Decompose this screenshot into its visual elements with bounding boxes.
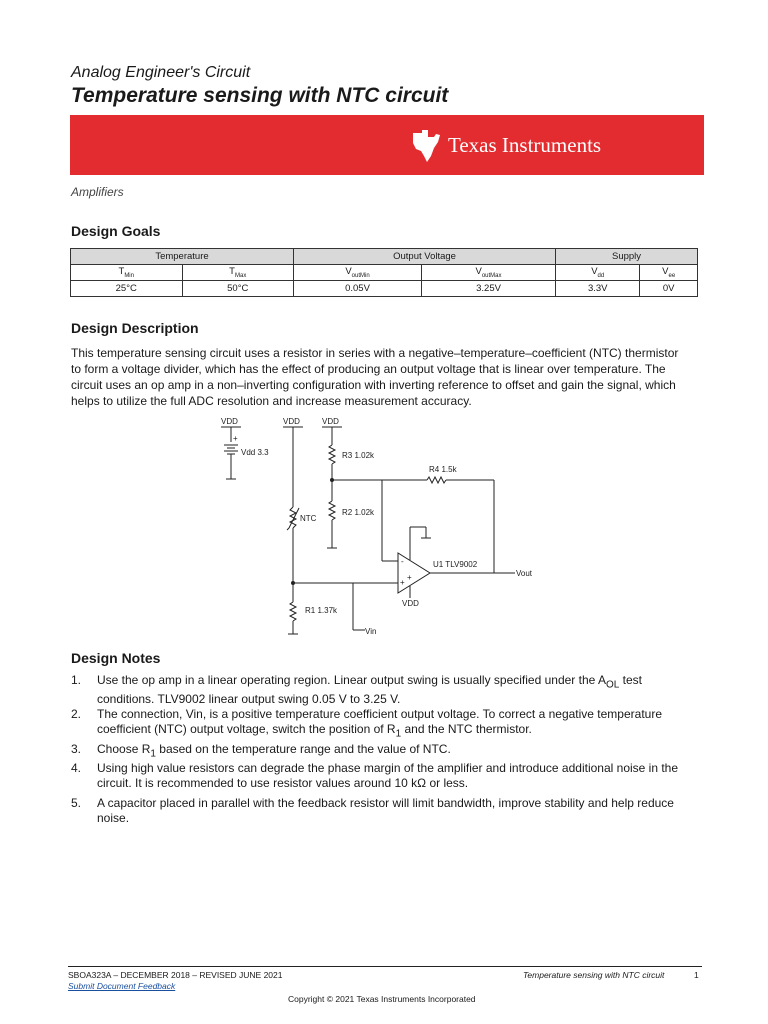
list-item: 4. Using high value resistors can degrade the phase margin of the amplifier and introduce additional noise in the circuit. It is recommended to use resistor values around 10 kΩ or less. [71,761,679,791]
brand-name: Texas Instruments [448,133,602,157]
footer-divider [68,966,702,967]
table-value-row [71,281,698,297]
design-description-heading: Design Description [71,320,199,336]
vin-label: Vin [365,627,377,636]
table-param-row [71,265,698,281]
r1-label: R1 1.37k [305,606,338,615]
source-label: Vdd 3.3 [241,448,269,457]
footer-title: Temperature sensing with NTC circuit [523,970,665,980]
group-temperature: Temperature [71,249,294,265]
battery-icon [224,445,238,454]
r4-label: R4 1.5k [429,465,457,474]
list-item: 3. Choose $R_1$ based on the temperature range and the value of NTC. [71,741,451,760]
design-description-text: This temperature sensing circuit uses a resistor in series with a negative–temperature–coefficient (NTC) thermistor to form a voltage divider, which has the effect of producing an output voltage that is linear over temperature. The circuit uses an op amp in a non–inverting configuration with inverting reference to offset and gain the signal, which helps to utilize the full ADC resolution and increase measurement accuracy. [71,346,679,408]
group-output-voltage: Output Voltage [294,249,556,265]
list-item: 1. Use the op amp in a linear operating region. Linear output swing is usually specified under the $A_{OL}$ test conditions. TLV9002 linear output swing 0.05 V to 3.25 V. [71,673,643,707]
r2-label: R2 1.02k [342,508,375,517]
list-item: 5. A capacitor placed in parallel with the feedback resistor will limit bandwidth, improve stability and help reduce noise. [71,795,674,825]
list-item: 2. The connection, Vin, is a positive temperature coefficient output voltage. To correct a negative temperature coefficient (NTC) output voltage, switch the position of $R_1$ and the NTC thermistor. [71,707,662,740]
opamp-output-sign: + [407,573,412,582]
resistor-r3-icon [329,445,335,464]
document-title: Temperature sensing with NTC circuit [71,84,449,107]
vdd-label-source: VDD [221,417,238,426]
param-vdd: $V_{dd}$ [556,265,640,281]
value-voutmax: 3.25V [421,281,555,297]
value-vee: 0V [640,281,698,297]
document-subtitle: Analog Engineer's Circuit [71,64,251,81]
ti-banner [70,115,704,175]
group-supply: Supply [556,249,698,265]
value-voutmin: 0.05V [294,281,422,297]
design-notes-heading: Design Notes [71,650,161,666]
banner-background [70,115,704,175]
param-voutmin: $V_{outMin}$ [294,265,422,281]
vdd-label-ntc: VDD [283,417,300,426]
category-label: Amplifiers [71,185,124,199]
table-group-row [71,249,698,265]
submit-feedback-link[interactable]: Submit Document Feedback [68,981,176,991]
vdd-label-opamp: VDD [402,599,419,608]
opamp-label: U1 TLV9002 [433,560,478,569]
design-goals-heading: Design Goals [71,223,161,239]
ntc-thermistor-icon [287,507,299,530]
circuit-schematic [210,412,550,644]
ntc-label: NTC [300,514,317,523]
opamp-noninv-sign: + [400,578,405,587]
copyright-notice: Copyright © 2021 Texas Instruments Incorporated [288,994,476,1004]
value-vdd: 3.3V [556,281,640,297]
design-goals-table [70,248,698,297]
value-tmax: 50°C [182,281,294,297]
param-tmin: $T_{Min}$ [71,265,183,281]
vout-label: Vout [516,569,533,578]
vdd-label-r3: VDD [322,417,339,426]
r3-label: R3 1.02k [342,451,375,460]
resistor-r4-icon [427,477,446,483]
value-tmin: 25°C [71,281,183,297]
document-id: SBOA323A – DECEMBER 2018 – REVISED JUNE 2021 [68,970,283,980]
resistor-r2-icon [329,501,335,520]
param-tmax: $T_{Max}$ [182,265,294,281]
opamp-inv-sign: - [401,557,404,566]
param-vee: $V_{ee}$ [640,265,698,281]
battery-plus: + [233,434,238,443]
design-notes-list [71,673,701,830]
param-voutmax: $V_{outMax}$ [421,265,555,281]
page-number: 1 [694,970,699,980]
resistor-r1-icon [290,602,296,621]
